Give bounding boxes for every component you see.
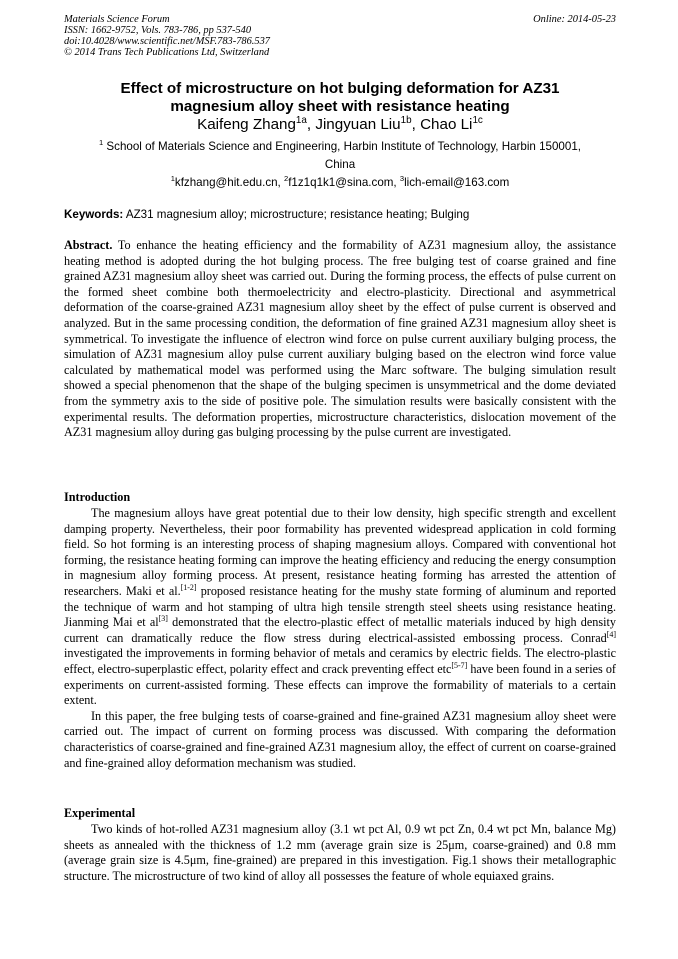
author-name: Jingyuan Liu — [315, 116, 401, 133]
keywords-text: AZ31 magnesium alloy; microstructure; resistance heating; Bulging — [123, 208, 470, 221]
introduction-paragraph-2: In this paper, the free bulging tests of coarse-grained and fine-grained AZ31 magnesium alloy sheet were carried out. The impact of current on forming process was discussed. With comparing the deformation characteristics of coarse-grained and fine-grained AZ31 magnesium alloy, the effect of current on coarse-grained and fine-grained alloy deformation mechanism was studied. — [64, 708, 616, 770]
issn-line: ISSN: 1662-9752, Vols. 783-786, pp 537-540 — [64, 25, 252, 36]
affiliation-line-2: China — [324, 158, 356, 171]
citation: [5-7] — [451, 660, 468, 670]
title-line-2: magnesium alloy sheet with resistance heating — [170, 98, 510, 115]
introduction-body — [64, 506, 616, 771]
citation: [4] — [606, 629, 616, 639]
author-affil-sup: 1c — [472, 114, 483, 126]
author-affil-sup: 1b — [400, 114, 412, 126]
email-sup: 2 — [284, 174, 289, 184]
online-date: Online: 2014-05-23 — [533, 14, 616, 25]
citation: [1-2] — [180, 582, 197, 592]
introduction-heading: Introduction — [64, 490, 131, 504]
email-address: lich-email@163.com — [404, 176, 510, 189]
intro-text: The magnesium alloys have great potential due to their low density, high specific strength and excellent damping property. Nevertheless, their poor formability has prevented widespread application in cold forming field. So hot forming is an interesting process of shaping magnesium alloys. Compared with conventional hot forming, the resistance heating forming can improve the heating efficiency and reducing the energy consumption in magnesium alloy forming process. At present, resistance heating forming has arrested the attention of researchers. Maki et al. — [64, 506, 616, 598]
keywords — [64, 206, 616, 224]
abstract-text: To enhance the heating efficiency and the formability of AZ31 magnesium alloy, the assistance heating method is adopted during the hot bulging process. The free bulging test of coarse grained and fine grained AZ31 magnesium alloy sheet was carried out. During the forming process, the effects of pulse current on the formed sheet combine both thermoelectricity and electro-plasticity. Directional and asymmetrical deformation of the coarse-grained AZ31 magnesium alloy sheet by the effect of pulse current is observed and analyzed. But in the same processing condition, the deformation of fine grained AZ31 magnesium alloy sheet is symmetrical. To investigate the influence of electron wind force on pulse current auxiliary bulging process, the simulation of AZ31 magnesium alloy pulse current auxiliary bulging based on the electron wind force value calculated by mathematical model was performed using the Marc software. The bulging simulation result showed a special phenomenon that the shape of the bulging specimen is unsymmetrical and the dome deviated from the symmetry axis to the side of positive pole. The simulation results were basically consistent with the experimental results. The deformation properties, microstructure characteristics, dislocation movement of the AZ31 magnesium alloy during gas bulging processing by the pulse current are investigated. — [64, 238, 616, 440]
affiliation — [64, 138, 616, 174]
intro-text: investigated the improvements in forming behavior of metals and ceramics by electric fields. The electro-plastic effect, electro-superplastic effect, polarity effect and crack preventing effect etc — [64, 646, 616, 676]
affiliation-line-1: School of Materials Science and Engineering, Harbin Institute of Technology, Harbin 150001, — [103, 140, 581, 153]
affiliation-sup: 1 — [99, 138, 104, 148]
email-sup: 3 — [399, 174, 405, 184]
email-address: kfzhang@hit.edu.cn, — [174, 176, 284, 189]
citation: [3] — [158, 614, 168, 624]
paper-title — [64, 80, 616, 116]
introduction-paragraph-1 — [64, 506, 616, 709]
author-name: Chao Li — [420, 116, 473, 133]
email-sup: 1 — [170, 174, 175, 184]
intro-text: proposed resistance heating for the mushy state forming of aluminum and reported the technique of warm and hot stamping of ultra high tensile strength steel sheets using resistance heating. Jianming Mai et al — [64, 583, 616, 630]
running-header — [64, 14, 616, 58]
journal-name: Materials Science Forum — [64, 14, 170, 25]
author-name: Kaifeng Zhang — [197, 116, 296, 133]
intro-text: have been found in a series of experiments on current-assisted forming. These effects can improve the formability of materials to a certain extent. — [64, 661, 616, 708]
author-separator: , — [306, 116, 316, 133]
experimental-paragraph-1: Two kinds of hot-rolled AZ31 magnesium alloy (3.1 wt pct Al, 0.9 wt pct Zn, 0.4 wt pct Mn, balance Mg) sheets as annealed with the thickness of 1.2 mm (average grain size is 25μm, coarse-grained) and 0.8 mm (average grain size is 4.5μm, fine-grained) are prepared in this investigation. Fig.1 shows their metallographic structure. The microstructure of two kind of alloy all possesses the feature of whole equiaxed grains. — [64, 822, 616, 883]
author-list — [64, 116, 616, 134]
abstract-label: Abstract. — [64, 238, 113, 252]
author-affil-sup: 1a — [295, 114, 307, 126]
experimental-heading: Experimental — [64, 806, 136, 820]
copyright-line: © 2014 Trans Tech Publications Ltd, Switzerland — [64, 47, 270, 58]
email-list — [64, 174, 616, 192]
experimental-body — [64, 822, 616, 884]
keywords-label: Keywords: — [64, 208, 124, 221]
abstract — [64, 238, 616, 441]
intro-text: demonstrated that the electro-plastic effect of metallic materials induced by high density current can dramatically reduce the flow stress during electrical-assisted embossing process. Conrad — [64, 615, 616, 645]
doi-line: doi:10.4028/www.scientific.net/MSF.783-786.537 — [64, 36, 270, 47]
author-separator: , — [411, 116, 421, 133]
title-line-1: Effect of microstructure on hot bulging deformation for AZ31 — [120, 80, 560, 97]
email-address: f1z1q1k1@sina.com, — [288, 176, 400, 189]
